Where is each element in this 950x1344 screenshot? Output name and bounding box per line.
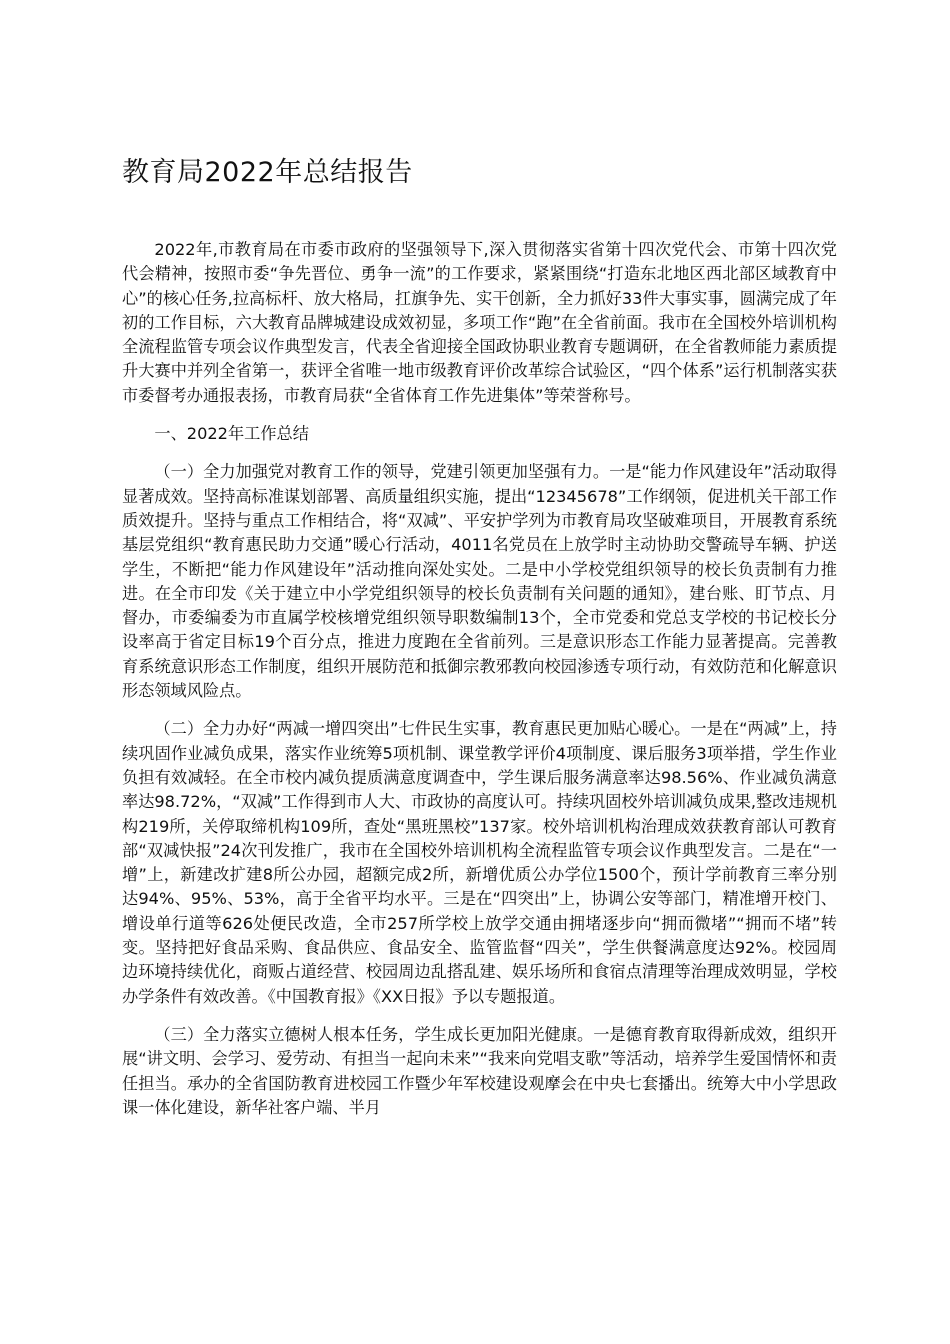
- paragraph-party-leadership: （一）全力加强党对教育工作的领导，党建引领更加坚强有力。一是“能力作风建设年”活动取得显著成效。坚持高标准谋划部署、高质量组织实施，提出“12345678”工作纲领，促进机关干部工作质效提升。坚持与重点工作相结合，将“双减”、平安护学列为市教育局攻坚破难项目，开展教育系统基层党组织“教育惠民助力交通”暖心行活动，4011名党员在上放学时主动协助交警疏导车辆、护送学生，不断把“能力作风建设年”活动推向深处实处。二是中小学校党组织领导的校长负责制有力推进。在全市印发《关于建立中小学党组织领导的校长负责制有关问题的通知》，建台账、盯节点、月督办，市委编委为市直属学校核增党组织领导职数编制13个，全市党委和党总支学校的书记校长分设率高于省定目标19个百分点，推进力度跑在全省前列。三是意识形态工作能力显著提高。完善教育系统意识形态工作制度，组织开展防范和抵御宗教邪教向校园渗透专项行动，有效防范和化解意识形态领域风险点。: [122, 462, 837, 701]
- document-body: [122, 238, 837, 1134]
- paragraph-moral-education: （三）全力落实立德树人根本任务，学生成长更加阳光健康。一是德育教育取得新成效，组织开展“讲文明、会学习、爱劳动、有担当一起向未来”“我来向党唱支歌”等活动，培养学生爱国情怀和责任担当。承办的全省国防教育进校园工作暨少年军校建设观摩会在中央七套播出。统筹大中小学思政课一体化建设，新华社客户端、半月: [122, 1024, 837, 1117]
- section-heading: 一、2022年工作总结: [154, 424, 309, 444]
- paragraph-livelihood-projects: （二）全力办好“两减一增四突出”七件民生实事，教育惠民更加贴心暖心。一是在“两减”上，持续巩固作业减负成果，落实作业统筹5项机制、课堂教学评价4项制度、课后服务3项举措，学生作业负担有效减轻。在全市校内减负提质满意度调查中，学生课后服务满意率达98.56%、作业减负满意率达98.72%，“双减”工作得到市人大、市政协的高度认可。持续巩固校外培训减负成果,整改违规机构219所，关停取缔机构109所，查处“黑班黑校”137家。校外培训机构治理成效获教育部认可教育部“双减快报”24次刊发推广，我市在全国校外培训机构全流程监管专项会议作典型发言。二是在“一增”上，新建改扩建8所公办园，超额完成2所，新增优质公办学位1500个，预计学前教育三率分别达94%、95%、53%，高于全省平均水平。三是在“四突出”上，协调公安等部门，精准增开校门、增设单行道等626处便民改造，全市257所学校上放学交通由拥堵逐步向“拥而微堵”“拥而不堵”转变。坚持把好食品采购、食品供应、食品安全、监管监督“四关”，学生供餐满意度达92%。校园周边环境持续优化，商贩占道经营、校园周边乱搭乱建、娱乐场所和食宿点清理等治理成效明显，学校办学条件有效改善。《中国教育报》《XX日报》予以专题报道。: [122, 719, 837, 1006]
- document-title: 教育局2022年总结报告: [122, 157, 413, 188]
- intro-paragraph: 2022年,市教育局在市委市政府的坚强领导下,深入贯彻落实省第十四次党代会、市第十四次党代会精神，按照市委“争先晋位、勇争一流”的工作要求，紧紧围绕“打造东北地区西北部区域教育中心”的核心任务,拉高标杆、放大格局，扛旗争先、实干创新，全力抓好33件大事实事，圆满完成了年初的工作目标，六大教育品牌城建设成效初显，多项工作“跑”在全省前面。我市在全国校外培训机构全流程监管专项会议作典型发言，代表全省迎接全国政协职业教育专题调研，在全省教师能力素质提升大赛中并列全省第一，获评全省唯一地市级教育评价改革综合试验区，“四个体系”运行机制落实获市委督考办通报表扬，市教育局获“全省体育工作先进集体”等荣誉称号。: [122, 240, 837, 405]
